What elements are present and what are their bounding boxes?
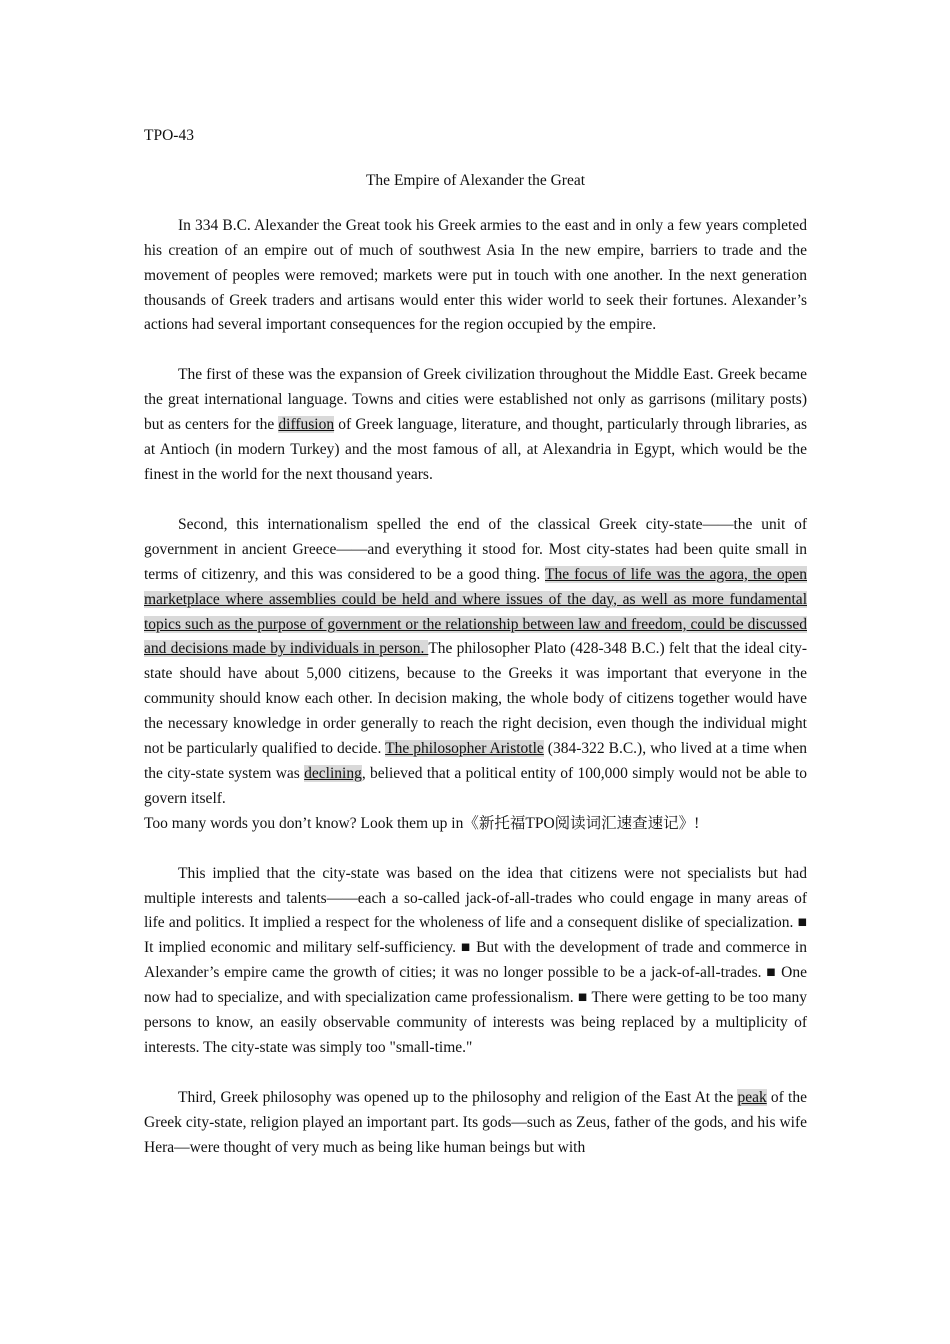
highlighted-word-diffusion: diffusion [278, 416, 335, 434]
paragraph-3-text-b: The philosopher Plato (428-348 B.C.) felt that the ideal city-state should have about 5,000 citizens, because to the Greeks it was important that everyone in the community should know each other. In decision making, the whole body of citizens together would have the necessary knowledge in order generally to reach the right decision, even though the individual might not be particularly qualified to decide. [144, 640, 807, 758]
document-title: The Empire of Alexander the Great [365, 171, 586, 189]
vocabulary-note: Too many words you don’t know? Look them up in《新托福TPO阅读词汇速查速记》! [144, 814, 700, 832]
paragraph-3-text-a: Second, this internationalism spelled the end of the classical Greek city-state——the unit of government in ancient Greece——and everything it stood for. Most city-states had been quite small in terms of citizenry, and this was considered to be a good thing. [144, 515, 807, 583]
paragraph-4: This implied that the city-state was based on the idea that citizens were not specialists but had multiple interests and talents——each a so-called jack-of-all-trades who could engage in many areas of life and politics. It implied a respect for the wholeness of life and a consequent dislike of specialization. ■ It implied economic and military self-sufficiency. ■ But with the development of trade and commerce in Alexander’s empire came the growth of cities; it was no longer possible to be a jack-of-all-trades. ■ One now had to specialize, and with specialization came professionalism. ■ There were getting to be too many persons to know, an easily observable community of interests was being replaced by a multiplicity of interests. The city-state was simply too "small-time." [144, 864, 807, 1056]
document-page [144, 124, 807, 1186]
paragraph-5-text-a: Third, Greek philosophy was opened up to the philosophy and religion of the East At the [178, 1088, 738, 1106]
paragraph-5 [144, 1086, 807, 1161]
highlighted-word-peak: peak [737, 1088, 767, 1106]
highlighted-sentence-agora: The focus of life was the agora, the open marketplace where assemblies could be held and where issues of the day, as well as more fundamental topics such as the purpose of government or the relationship between law and freedom, could be discussed and decisions made by individuals in person. [144, 565, 808, 658]
paragraph-2 [144, 363, 807, 488]
paragraph-1: In 334 B.C. Alexander the Great took his Greek armies to the east and in only a few years completed his creation of an empire out of much of southwest Asia In the new empire, barriers to trade and the movement of peoples were removed; markets were put in touch with one another. In the next generation thousands of Greek traders and artisans would enter this wider world to seek their fortunes. Alexander’s actions had several important consequences for the region occupied by the empire. [144, 216, 807, 334]
document-label: TPO-43 [144, 127, 194, 144]
paragraph-3-text-d: , believed that a political entity of 100,000 simply would not be able to govern itself. [144, 764, 808, 807]
highlighted-word-declining: declining [304, 764, 362, 782]
paragraph-2-text-a: The first of these was the expansion of Greek civilization throughout the Middle East. Greek became the great international language. Towns and cities were established not only as garrisons (military posts) but as centers for the [144, 366, 807, 434]
paragraph-2-text-b: of Greek language, literature, and thought, particularly through libraries, as at Antioch (in modern Turkey) and the most famous of all, at Alexandria in Egypt, which would be the finest in the world for the next thousand years. [144, 416, 807, 483]
paragraph-5-text-b: of the Greek city-state, religion played an important part. Its gods—such as Zeus, father of the gods, and his wife Hera—were thought of very much as being like human beings but with [144, 1088, 807, 1156]
paragraph-3 [144, 513, 807, 812]
highlighted-phrase-aristotle: The philosopher Aristotle [385, 740, 544, 758]
paragraph-3-text-c: (384-322 B.C.), who lived at a time when the city-state system was [144, 740, 808, 782]
